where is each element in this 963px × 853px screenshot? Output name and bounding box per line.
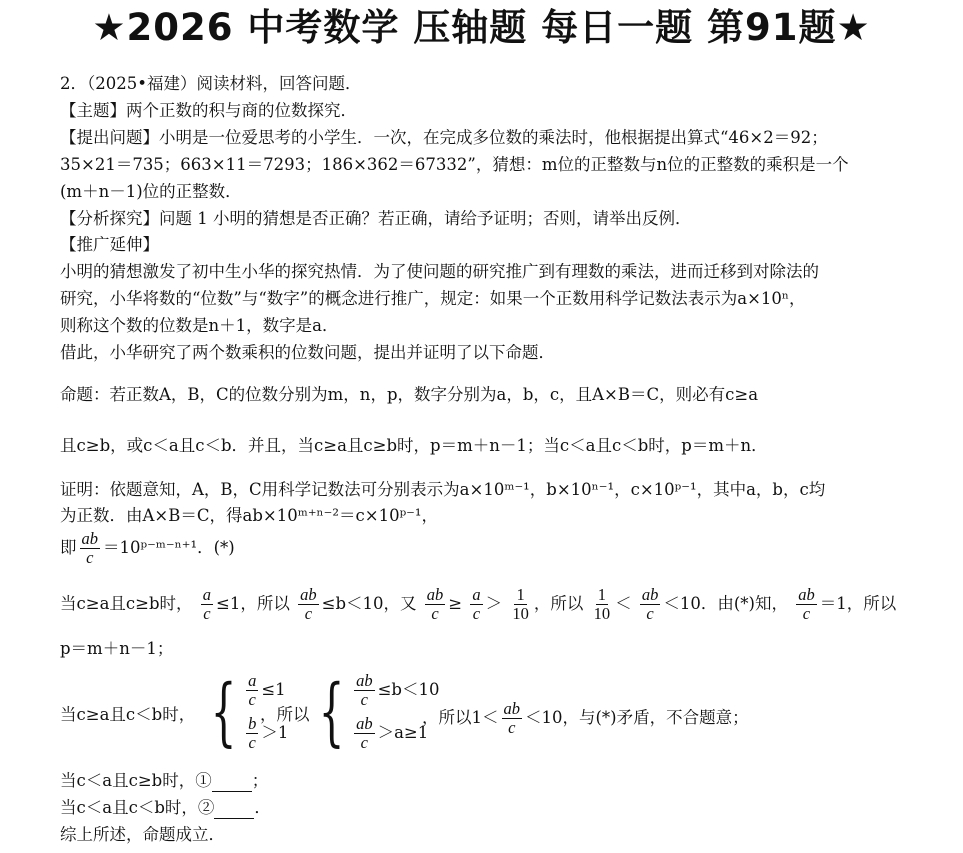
topic-line: 【主题】两个正数的积与商的位数探究．	[60, 101, 357, 120]
extension-line-4: 借此，小华研究了两个数乘积的位数问题，提出并证明了以下命题．	[60, 343, 555, 362]
proof-line-3: 即 $\frac{ab}{c}$ ＝10ᵖ⁻ᵐ⁻ⁿ⁺¹．(*)	[60, 529, 235, 567]
problem-number: 2．（2025•福建）阅读材料，回答问题．	[60, 74, 362, 93]
case-1-line: 当c≥a且c≥b时， $\frac{a}{c}$ ≤1，所以 $\frac{ab}{c}$ ≤b＜10，又 $\frac{ab}{c}$ ≥ $\frac{a}{c}$ ＞ $\frac{1}{10}$ ，所以 $\frac{1}{10}$ ＜ $\frac{ab}{c}$ ＜10．由(*)知， $\frac{ab}{c}$ ＝1，所以	[60, 585, 897, 623]
case-3-line: 当c＜a且c≥b时，① ；	[60, 771, 269, 790]
analysis-line: 【分析探究】问题 1 小明的猜想是否正确？若正确，请给予证明；否则，请举出反例．	[60, 209, 692, 228]
question-line-3: (m＋n－1)位的正整数．	[60, 182, 242, 201]
case-2-mid: ，所以	[260, 705, 310, 724]
proof-line-1: 证明：依题意知，A，B，C用科学记数法可分别表示为a×10ᵐ⁻¹，b×10ⁿ⁻¹，c×10ᵖ⁻¹，其中a，b，c均	[60, 480, 826, 499]
conclusion-line: 综上所述，命题成立．	[60, 825, 225, 844]
case-2-label: 当c≥a且c＜b时，	[60, 705, 196, 724]
case-1-end: p＝m＋n－1；	[60, 639, 174, 658]
answer-blank-1[interactable]	[212, 775, 252, 792]
extension-line-3: 则称这个数的位数是n＋1，数字是a．	[60, 316, 339, 335]
case-2-end: ，所以1＜ $\frac{ab}{c}$ ＜10，与(*)矛盾，不合题意；	[422, 699, 749, 737]
page-title: ★2026 中考数学 压轴题 每日一题 第91题★	[92, 6, 871, 49]
brace-icon: {	[210, 669, 237, 755]
extension-line-1: 小明的猜想激发了初中生小华的探究热情．为了使问题的研究推广到有理数的乘法，进而迁移到对除法的	[60, 262, 819, 281]
question-line-1: 【提出问题】小明是一位爱思考的小学生．一次，在完成多位数的乘法时，他根据提出算式“46×2＝92；	[60, 128, 828, 147]
question-line-2: 35×21＝735；663×11＝7293；186×362＝67332”，猜想：m位的正整数与n位的正整数的乘积是一个	[60, 155, 849, 174]
answer-blank-2[interactable]	[214, 802, 254, 819]
proof-line-2: 为正数．由A×B＝C，得ab×10ᵐ⁺ⁿ⁻²＝c×10ᵖ⁻¹，	[60, 506, 438, 525]
brace-icon: {	[318, 669, 345, 755]
extension-line-2: 研究，小华将数的“位数”与“数字”的概念进行推广，规定：如果一个正数用科学记数法表示为a×10ⁿ，	[60, 289, 806, 308]
extension-heading: 【推广延伸】	[60, 235, 159, 254]
proposition-line-2: 且c≥b，或c＜a且c＜b．并且，当c≥a且c≥b时，p＝m＋n－1；当c＜a且c＜b时，p＝m＋n．	[60, 436, 768, 455]
case-2-system-2: { $\frac{ab}{c}$ ≤b＜10 $\frac{ab}{c}$ ＞a≥1	[318, 669, 440, 755]
case-2-system-1: { $\frac{a}{c}$ ≤1 $\frac{b}{c}$ ＞1	[210, 669, 289, 755]
case-4-line: 当c＜a且c＜b时，② ．	[60, 798, 271, 817]
proposition-line-1: 命题：若正数A，B，C的位数分别为m，n，p，数字分别为a，b，c，且A×B＝C，则必有c≥a	[60, 385, 759, 404]
